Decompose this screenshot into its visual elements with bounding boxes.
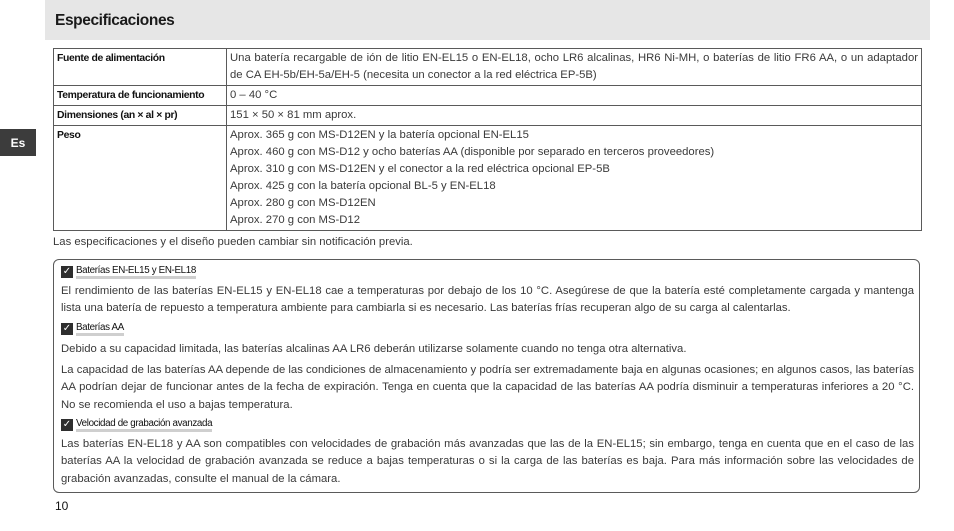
specifications-table	[53, 48, 922, 231]
note-paragraph: Debido a su capacidad limitada, las baterías alcalinas AA LR6 deberán utilizarse solamente cuando no tenga otra alternativa.	[61, 343, 687, 355]
note-heading	[61, 418, 212, 432]
spec-value	[227, 106, 922, 126]
note-heading	[61, 265, 196, 279]
page-number: 10	[55, 499, 69, 513]
spec-value	[227, 49, 922, 86]
note-title: Baterías AA	[76, 322, 124, 336]
spec-value-line: 0 – 40 °C	[230, 89, 278, 101]
note-paragraph: El rendimiento de las baterías EN-EL15 y EN-EL18 cae a temperaturas por debajo de los 10 °C. Asegúrese de que la batería esté completamente cargada y mantenga lista una batería de repuesto a temperatura ambiente para cambiarla si es necesario. Las baterías frías recuperan algo de su carga al calentarlas.	[61, 285, 914, 315]
spec-value-line: Aprox. 310 g con MS-D12EN y el conector a la red eléctrica opcional EP-5B	[230, 163, 610, 175]
spec-footnote: Las especificaciones y el diseño pueden cambiar sin notificación previa.	[53, 236, 413, 248]
spec-value	[227, 126, 922, 231]
note-heading	[61, 322, 124, 336]
spec-label: Dimensiones (an × al × pr)	[54, 106, 227, 126]
spec-value-line: Aprox. 365 g con MS-D12EN y la batería opcional EN-EL15	[230, 129, 529, 141]
language-tab: Es	[0, 129, 36, 156]
spec-value-line: Aprox. 425 g con la batería opcional BL-5 y EN-EL18	[230, 180, 496, 192]
page-title: Especificaciones	[55, 12, 175, 29]
spec-value-line: 151 × 50 × 81 mm aprox.	[230, 109, 357, 121]
spec-value	[227, 86, 922, 106]
checkmark-icon: ✓	[62, 419, 72, 430]
spec-value-line: Aprox. 270 g con MS-D12	[230, 214, 360, 226]
note-paragraph: Las baterías EN-EL18 y AA son compatibles con velocidades de grabación más avanzadas que las de la EN-EL15; sin embargo, tenga en cuenta que en el caso de las baterías AA la velocidad de grabación avanzada se reduce a bajas temperaturas o si la carga de las baterías es baja. Para más información sobre las velocidades de grabación avanzadas, consulte el manual de la cámara.	[61, 438, 914, 485]
spec-label: Fuente de alimentación	[54, 49, 227, 86]
checkmark-icon: ✓	[62, 323, 72, 334]
spec-value-line: Una batería recargable de ión de litio EN-EL15 o EN-EL18, ocho LR6 alcalinas, HR6 Ni-MH, o baterías de litio FR6 AA, o un adaptador de CA EH-5b/EH-5a/EH-5 (necesita un conector a la red eléctrica EP-5B)	[230, 52, 918, 81]
spec-value-line: Aprox. 460 g con MS-D12 y ocho baterías AA (disponible por separado en terceros proveedores)	[230, 146, 715, 158]
note-paragraph: La capacidad de las baterías AA depende de las condiciones de almacenamiento y podría ser extremadamente baja en algunas ocasiones; en algunos casos, las baterías AA podrían dejar de funcionar antes de la fecha de expiración. Tenga en cuenta que la capacidad de las baterías AA podría disminuir a temperaturas inferiores a 20 °C. No se recomienda el uso a bajas temperatura.	[61, 364, 914, 411]
section-header	[45, 0, 930, 40]
spec-row	[54, 86, 922, 106]
note-title: Baterías EN-EL15 y EN-EL18	[76, 265, 196, 279]
spec-row	[54, 49, 922, 86]
spec-row	[54, 106, 922, 126]
notes-box	[53, 259, 920, 493]
spec-label: Peso	[54, 126, 227, 231]
checkmark-icon: ✓	[62, 266, 72, 277]
spec-row	[54, 126, 922, 231]
spec-value-line: Aprox. 280 g con MS-D12EN	[230, 197, 376, 209]
spec-label: Temperatura de funcionamiento	[54, 86, 227, 106]
note-title: Velocidad de grabación avanzada	[76, 418, 212, 432]
